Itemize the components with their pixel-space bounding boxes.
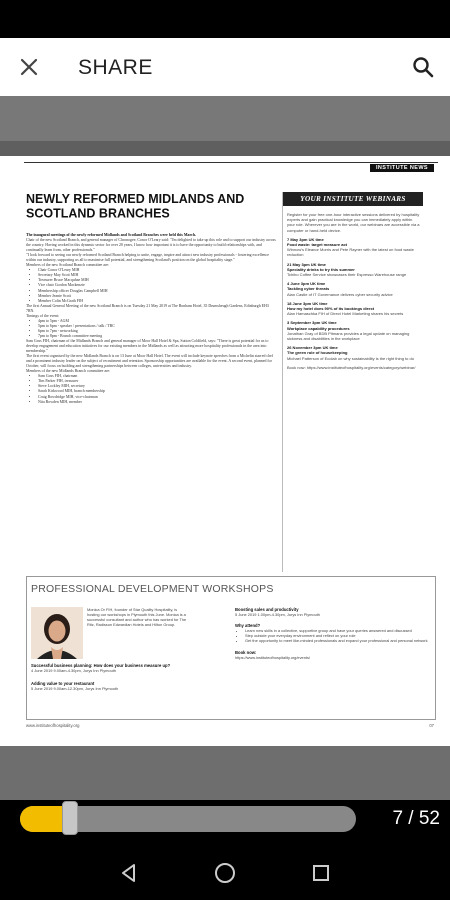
- webinar-item: [287, 301, 421, 317]
- list-item: • Nita Bowden MIH, member: [38, 400, 276, 405]
- webinar-date: 7 May 3pm UK time: [287, 236, 324, 242]
- back-icon[interactable]: [116, 860, 142, 886]
- recents-icon[interactable]: [308, 860, 334, 886]
- list-item: • 4pm to 5pm - AGM: [38, 319, 276, 324]
- section-tag: INSTITUTE NEWS: [370, 164, 434, 172]
- app-bar: [0, 38, 450, 97]
- close-icon[interactable]: [14, 52, 44, 82]
- list-item: • Sarah Kirkwood MIH, branch membership: [38, 389, 276, 394]
- midlands-members-list: [26, 374, 276, 404]
- list-item: • Sam Goss FIH, chairman: [38, 374, 276, 379]
- webinar-item: [287, 237, 421, 258]
- webinar-date: 26 November 3pm UK time: [287, 345, 338, 351]
- article-paragraph: The inaugural meetings of the newly reformed Midlands and Scotland Branches were held this March.: [26, 233, 197, 237]
- webinar-title: Food waste: target measure act: [287, 242, 348, 248]
- webinar-desc: Alan Hamaschka FIH of Direct Hotel Marketing shares his secrets: [287, 311, 404, 317]
- webinar-item: [287, 320, 421, 341]
- list-item: • Vice chair Gordon Mackenzie: [38, 283, 276, 288]
- presenter-bio: Monica Or FIH, founder of Star Quality Hospitality, is hosting our workshops in Plymouth this June. Monica is a successful consultant and author who has worked for The Ritz, Radisson Edwardian Hotels and Hilton Group.: [87, 607, 187, 628]
- status-bar: [0, 0, 450, 38]
- webinar-desc: Winnow's Eleanor Morris and Pete Rayner with the latest on food waste reduction: [287, 247, 414, 258]
- webinar-title: Workplace capability procedures: [287, 325, 350, 331]
- list-item: • Secretary May Scott MIH: [38, 273, 276, 278]
- page-gutter: [0, 141, 450, 156]
- article-paragraph: Timings of the event:: [26, 313, 60, 318]
- list-item: • Chair Conor O'Leary MIH: [38, 268, 276, 273]
- list-item: • Craig Bowdridge MIH, vice-chairman: [38, 395, 276, 400]
- workshop-sessions-left: [31, 663, 181, 699]
- toolbar-band: [0, 96, 450, 141]
- session-details: 4 June 2019 9.00am-4.30pm, Jurys Inn Plymouth: [31, 668, 116, 674]
- list-item: • Member Jeanie Scott: [38, 294, 276, 299]
- webinar-desc: Michael Patterson of Ecolab on why sustainability is the right thing to do: [287, 355, 414, 361]
- workshop-sessions-right: [235, 607, 431, 660]
- home-icon[interactable]: [212, 860, 238, 886]
- webinar-title: Tackling cyber threats: [287, 286, 330, 292]
- page-seek-thumb[interactable]: [62, 801, 78, 835]
- list-item: • 6pm to 7pm - networking: [38, 329, 276, 334]
- webinar-title: The green role of housekeeping: [287, 350, 348, 356]
- article-paragraph: The first Annual General Meeting of the new Scotland Branch is on Tuesday 21 May 2019 at The Bonham Hotel, 35 Drumsheugh Gardens, Edinburgh EH3 7RN.: [26, 303, 269, 313]
- webinar-title: Speciality drinks to try this summer: [287, 266, 355, 272]
- webinars-panel: [282, 192, 423, 572]
- webinars-book-link[interactable]: Book now: https://www.instituteofhospitality.org/events/category/webinar/: [287, 364, 416, 370]
- page-counter: 7 / 52: [392, 808, 440, 829]
- list-item: • Membership officer Douglas Campbell MIH: [38, 289, 276, 294]
- search-icon[interactable]: [408, 52, 438, 82]
- timings-list: [26, 319, 276, 339]
- session-title: Successful business planning: How does your business measure up?: [31, 663, 171, 668]
- book-now-label: Book now:: [235, 649, 257, 655]
- webinar-item: [287, 262, 421, 278]
- session-details: 5 June 2019 9.00am-12.30pm, Jurys Inn Plymouth: [31, 686, 119, 692]
- magazine-page[interactable]: [0, 156, 450, 746]
- workshops-panel: [26, 576, 436, 720]
- list-item: • Treasurer Bruce Macquhae MIH: [38, 278, 276, 283]
- why-attend-heading: Why attend?: [235, 623, 261, 629]
- article-paragraph: Sam Goss FIH, chairman of the Midlands Branch and general manager of Moor Hall Hotel & Spa, Sutton Coldfield, says: "There is great potential for us to develop engagement and education initiatives for our existing members in the Midlands as well as attracting more hospitality professionals in the area into membership.": [26, 338, 269, 354]
- session-title: Boosting sales and productivity: [235, 607, 299, 612]
- list-item: • 7pm to 8pm - Branch committee meeting: [38, 334, 276, 339]
- webinar-date: 21 May 3pm UK time: [287, 261, 326, 267]
- list-item: • 5pm to 6pm - speaker / presentations / talk / TBC: [38, 324, 276, 329]
- article-paragraph: Chair of the new Scotland Branch, and general manager of Chronogee, Conor O'Leary said: "I'm delighted to take up this role and to support our industry across the country. Having worked in this dynamic sector for over 20 years, I know how important it is to have the opportunity to build relationships with, and continually learn from, other professionals.": [26, 238, 276, 253]
- webinar-desc: Tchibo Coffee Service showcases their Espresso Warehouse range: [287, 272, 407, 278]
- webinar-date: 3 September 3pm UK time: [287, 320, 337, 326]
- article-headline: NEWLY REFORMED MIDLANDS AND SCOTLAND BRANCHES: [26, 191, 245, 221]
- list-item: • Member Colin McGrath FIH: [38, 299, 276, 304]
- scotland-members-list: [26, 268, 276, 303]
- webinars-title: YOUR INSTITUTE WEBINARS: [283, 192, 423, 206]
- book-now-link[interactable]: https://www.instituteofhospitality.org/events/: [235, 654, 310, 660]
- presenter-photo: [31, 607, 83, 659]
- workshops-title: PROFESSIONAL DEVELOPMENT WORKSHOPS: [31, 583, 274, 595]
- webinar-date: 4 June 3pm UK time: [287, 281, 326, 287]
- session-title: Adding value to your restaurant: [31, 681, 95, 687]
- webinar-desc: Alan Castle of IT Governance delivers cyber security advice: [287, 291, 393, 297]
- article-paragraph: Members of the new Midlands Branch committee are:: [26, 369, 111, 374]
- why-attend-list: [235, 628, 431, 643]
- list-item: • Steve Lockley MIH, secretary: [38, 384, 276, 389]
- article-paragraph: "I look forward to seeing our newly reformed Scotland Branch helping to unite, engage, inspire and attract new industry professionals - fostering excellence within our industry, supporting us all to maximise full potential, and strengthening Scotland's position on the global hospitality stage.": [26, 253, 269, 263]
- list-item: • Step outside your everyday environment and reflect on your role: [245, 633, 431, 638]
- list-item: • Get the opportunity to meet like-minded professionals and expand your professional and personal network: [245, 638, 431, 643]
- footer-url: www.instituteofhospitality.org: [26, 723, 80, 728]
- article-paragraph: Members of the new Scotland Branch committee are:: [26, 263, 110, 268]
- webinar-item: [287, 345, 421, 361]
- webinar-title: How my hotel does 90% of its bookings direct: [287, 306, 375, 312]
- app-title: SHARE: [78, 56, 153, 79]
- webinars-intro: Register for your free one-hour interactive sessions delivered by hospitality experts and gain practical knowledge you can immediately apply within your role. Wherever you are in the world, our webinars are accessible via a computer or hand-held device.: [287, 212, 420, 233]
- webinar-desc: Jonathan Gray of BDB Pitmans provides a legal update on managing sickness and disabilities in the workplace: [287, 330, 410, 342]
- list-item: • Tim Parker FIH, treasurer: [38, 379, 276, 384]
- webinar-item: [287, 281, 421, 297]
- page-seek-progress: [20, 806, 68, 832]
- header-rule: [24, 162, 438, 163]
- list-item: • Learn new skills in a collective, supportive group and have your queries answered and discussed: [245, 628, 431, 633]
- article-paragraph: The first event organised by the new Midlands Branch is on 13 June at Moor Hall Hotel. The event will include keynote speeches from a Michelin starred chef and a prominent industry leader on the subject of recruitment and retention. Sponsorship opportunities are available for the event. A second event, planned for October, will focus on building and strengthening partnerships between colleges, universities and industry.: [26, 354, 274, 369]
- session-details: 5 June 2019 1.00pm-4.30pm, Jurys Inn Plymouth: [235, 612, 320, 618]
- footer-page-number: 07: [429, 723, 434, 728]
- article-body: [26, 233, 276, 405]
- webinar-date: 18 June 3pm UK time: [287, 300, 328, 306]
